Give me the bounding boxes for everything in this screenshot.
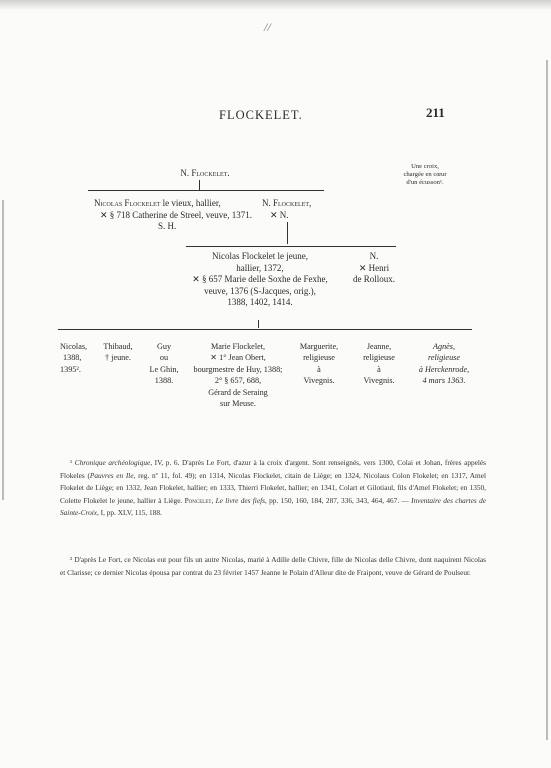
person-detail: veuve, 1376 (S-Jacques, orig.), xyxy=(204,285,316,296)
descent-line xyxy=(258,320,259,328)
child-line: Le Ghin, xyxy=(149,364,179,374)
footnote-author: Poncelet, xyxy=(184,495,214,505)
child-line: à xyxy=(377,364,381,374)
child-line: Vivegnis. xyxy=(363,376,395,386)
child-line: ou xyxy=(159,353,169,363)
child-line: Gérard de Seraing xyxy=(208,387,268,397)
descent-line xyxy=(287,222,288,244)
child-line: Marguerite, xyxy=(299,342,339,351)
page-number: 211 xyxy=(426,105,445,120)
person-spouse: ✕ § 718 Catherine de Streel, veuve, 1371. xyxy=(100,209,253,220)
person-ref: 1388, 1402, 1414. xyxy=(227,297,293,308)
scan-mark: // xyxy=(264,20,271,34)
child-marguerite xyxy=(288,341,350,387)
coat-of-arms-line: Une croix, xyxy=(411,163,439,170)
child-guy xyxy=(142,341,186,387)
person-name: N. xyxy=(369,251,379,261)
child-line: Nicolas, xyxy=(60,342,88,351)
scan-right-edge xyxy=(546,60,548,740)
footnote-text: D'après Le Fort, ce Nicolas eut pour fils un autre Nicolas, marié à Adille delle Chivre, fille de Nicolas delle Chivre, dont naquirent Nicolas et Clarisse; ce dernier Nicolas épousa par contrat du 23 février 1457 Jeanne le Polain d'Alleur dite de Fraipont, veuve de Gérard de Poulseur. xyxy=(60,555,486,577)
person-detail: hallier, 1372, xyxy=(236,262,284,273)
footnote-text: , IV, p. 6. D'après Le Fort, d'azur à la croix d'argent. Sont renseignés, vers 1300, Colai et Johan, frères appelés Flokeles ( xyxy=(60,458,486,480)
person-ref: S. H. xyxy=(158,221,177,232)
child-line: sur Meuse. xyxy=(220,399,256,409)
sibling-bracket xyxy=(88,190,324,191)
child-line: Agnès, xyxy=(432,342,456,351)
footnote-marker: ² xyxy=(70,555,73,564)
child-line: Marie Flockelet, xyxy=(210,342,266,351)
footnote-2 xyxy=(60,554,486,579)
footnote-text: , I, pp. XLV, 115, 188. xyxy=(97,508,162,518)
child-line: 1395². xyxy=(60,364,81,374)
child-line: 2° § 657, 688, xyxy=(214,376,262,386)
child-marie xyxy=(188,341,288,409)
child-line: ✕ 1° Jean Obert, xyxy=(210,353,266,363)
person-nicolas-vieux xyxy=(90,198,290,233)
person-spouse: ✕ N. xyxy=(270,209,289,220)
sibling-bracket xyxy=(186,246,396,247)
page-title: FLOCKELET. xyxy=(219,108,303,122)
child-line: Vivegnis. xyxy=(303,376,335,386)
footnote-text: , reg. nº 11, fol. 49); en 1314, Nicolas Flockelet, citain de Liège; en 1324, Nicolaus Colon Flokelet; en 1317, Amel Flokelet de Liège; en 1332, Jean Flokelet, hallier; en 1333, Thierri Flokelet, hallier; en 1341, Colart et Gilotiaul, fils d'Amel Flokelet; en 1350, Colette Flokelet le jeune, hallier à Liège. xyxy=(60,470,487,505)
footnote-1 xyxy=(60,457,486,520)
person-name: Nicolas Flockelet le jeune, xyxy=(212,251,308,261)
coat-of-arms-line: d'un écusson¹. xyxy=(406,179,444,186)
child-line: à xyxy=(317,364,321,374)
person-spouse: ✕ Henri xyxy=(358,262,390,273)
child-line: † jeune. xyxy=(105,353,131,363)
coat-of-arms-line: chargée en cœur xyxy=(403,171,447,178)
child-line: religieuse xyxy=(303,353,335,363)
person-name: N. Flockelet, xyxy=(262,198,312,208)
child-line: Thibaud, xyxy=(103,342,133,351)
person-spouse: ✕ § 657 Marie delle Soxhe de Fexhe, xyxy=(192,274,328,285)
footnote-source: Le livre des fiefs xyxy=(215,495,265,505)
person-root xyxy=(160,168,250,180)
child-line: Jeanne, xyxy=(366,342,392,351)
person-name: Nicolas Flockelet xyxy=(94,198,161,208)
person-nicolas-jeune xyxy=(186,251,334,309)
footnote-marker: ¹ xyxy=(70,458,73,467)
sibling-bracket xyxy=(58,329,472,330)
scan-top-shadow xyxy=(0,0,551,10)
scan-left-edge xyxy=(2,200,4,500)
child-line: bourgmestre de Huy, 1388; xyxy=(193,364,283,374)
child-line: 1388, xyxy=(63,353,82,363)
child-jeanne xyxy=(350,341,408,387)
footnote-source: Chronique archéologique xyxy=(74,458,151,467)
person-title: le vieux, hallier, xyxy=(160,198,221,208)
child-agnes xyxy=(410,341,478,387)
footnote-source: Pauvres en Ile xyxy=(89,470,134,480)
person-n-flockelet xyxy=(262,198,352,221)
descent-line xyxy=(199,180,200,190)
person-n-rolloux xyxy=(344,251,404,286)
child-line: Guy xyxy=(156,342,172,351)
child-line: 1388. xyxy=(154,376,174,386)
child-line: 4 mars 1363. xyxy=(422,376,466,386)
child-nicolas xyxy=(60,341,94,375)
footnote-source: Inventaire des chartes de Sainte-Croix xyxy=(60,495,487,518)
child-line: religieuse xyxy=(363,353,395,363)
footnote-text: , pp. 150, 160, 184, 287, 336, 343, 464, 467. — xyxy=(264,495,412,505)
child-line: religieuse xyxy=(428,353,460,363)
coat-of-arms-note xyxy=(385,163,465,187)
child-thibaud xyxy=(96,341,140,364)
person-detail: de Rolloux. xyxy=(353,274,395,285)
person-name: N. Flockelet. xyxy=(180,168,230,178)
child-line: à Herckenrode, xyxy=(418,364,470,374)
